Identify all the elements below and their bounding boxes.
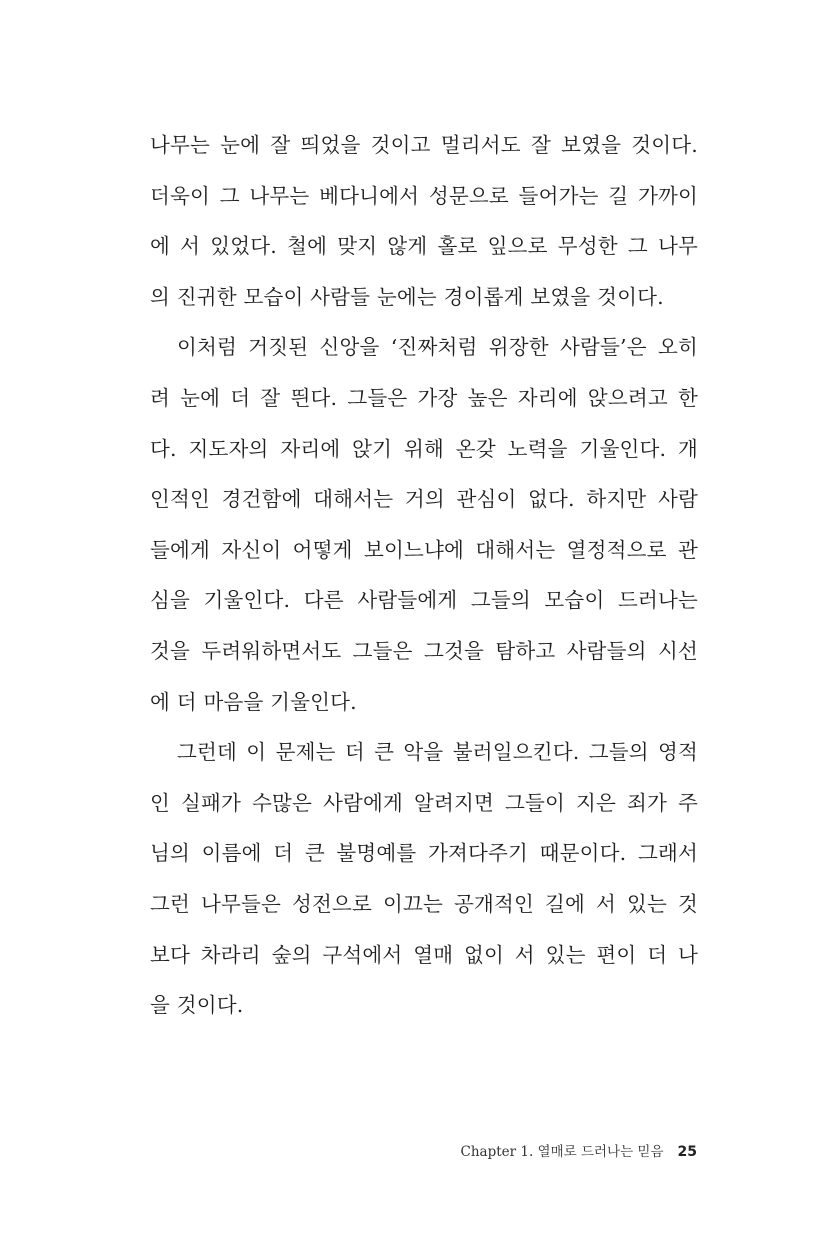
text-line: 이처럼 거짓된 신앙을 ‘진짜처럼 위장한 사람들’은 오히 xyxy=(177,335,698,360)
text-line: 심을 기울인다. 다른 사람들에게 그들의 모습이 드러나는 xyxy=(150,588,698,613)
paragraph-2 xyxy=(150,322,698,727)
text-line: 그런 나무들은 성전으로 이끄는 공개적인 길에 서 있는 것 xyxy=(150,891,698,916)
paragraph-1 xyxy=(150,120,698,322)
text-line: 을 것이다. xyxy=(150,993,244,1018)
text-line: 님의 이름에 더 큰 불명예를 가져다주기 때문이다. 그래서 xyxy=(150,841,698,866)
page-number: 25 xyxy=(677,1144,697,1160)
text-line: 인 실패가 수많은 사람에게 알려지면 그들이 지은 죄가 주 xyxy=(150,790,698,815)
text-line: 에 더 마음을 기울인다. xyxy=(150,689,357,714)
text-line: 것을 두려워하면서도 그들은 그것을 탐하고 사람들의 시선 xyxy=(150,638,698,663)
body-text xyxy=(150,120,698,1031)
text-line: 다. 지도자의 자리에 앉기 위해 온갖 노력을 기울인다. 개 xyxy=(150,436,698,461)
text-line: 나무는 눈에 잘 띄었을 것이고 멀리서도 잘 보였을 것이다. xyxy=(150,133,698,157)
text-line: 의 진귀한 모습이 사람들 눈에는 경이롭게 보였을 것이다. xyxy=(150,284,664,309)
text-line: 들에게 자신이 어떻게 보이느냐에 대해서는 열정적으로 관 xyxy=(150,537,698,562)
text-line: 인적인 경건함에 대해서는 거의 관심이 없다. 하지만 사람 xyxy=(150,487,698,512)
running-footer-chapter-title: Chapter 1. 열매로 드러나는 믿음 xyxy=(460,1144,664,1160)
text-line: 려 눈에 더 잘 띈다. 그들은 가장 높은 자리에 앉으려고 한 xyxy=(150,385,698,410)
text-line: 에 서 있었다. 철에 맞지 않게 홀로 잎으로 무성한 그 나무 xyxy=(150,234,698,259)
text-line: 그런데 이 문제는 더 큰 악을 불러일으킨다. 그들의 영적 xyxy=(177,740,698,765)
text-line: 보다 차라리 숲의 구석에서 열매 없이 서 있는 편이 더 나 xyxy=(150,942,698,967)
page-footer xyxy=(461,1140,697,1164)
text-line: 더욱이 그 나무는 베다니에서 성문으로 들어가는 길 가까이 xyxy=(150,183,698,208)
paragraph-3 xyxy=(150,727,698,1031)
